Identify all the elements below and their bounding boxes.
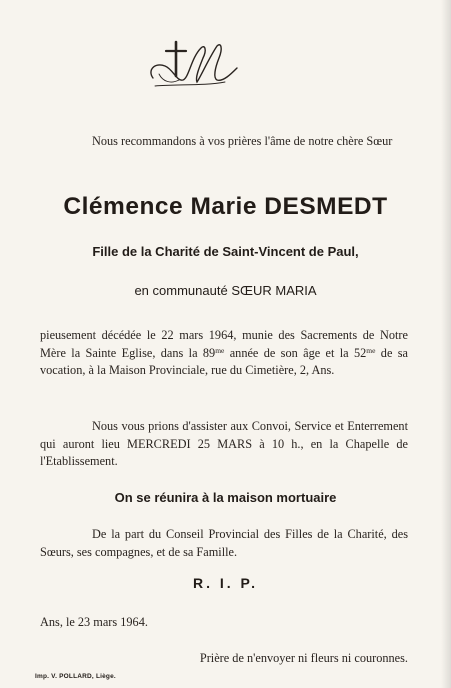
- death-text-3: de sa vocation, à la Maison Provinciale, rue du Cimetière, 2, Ans.: [40, 345, 409, 377]
- religious-name: SŒUR MARIA: [231, 283, 317, 298]
- death-text-2: année de son âge et la 52: [224, 345, 367, 360]
- place-date: Ans, le 23 mars 1964.: [40, 615, 148, 629]
- cross-monogram-icon: [145, 36, 245, 96]
- family-text: De la part du Conseil Provincial des Filles de la Charité, des Sœurs, ses compagnes, et de sa Famille.: [40, 527, 408, 559]
- no-flowers-request: Prière de n'envoyer ni fleurs ni couronnes.: [199, 651, 408, 665]
- religious-order: Fille de la Charité de Saint-Vincent de Paul,: [92, 244, 359, 259]
- death-text-1: pieusement décédée le 22 mars 1964, munie des Sacrements de Notre Mère la Sainte Eglise, dans la 89: [40, 328, 408, 360]
- ordinal-suffix-2: me: [366, 345, 376, 355]
- deceased-name: Clémence Marie DESMEDT: [63, 193, 388, 220]
- community-prefix: en communauté: [134, 283, 228, 298]
- ordinal-suffix-1: me: [215, 345, 225, 355]
- printer-credit: Imp. V. POLLARD, Liège.: [35, 673, 116, 680]
- gathering-notice: On se réunira à la maison mortuaire: [114, 490, 337, 505]
- death-notice: [40, 327, 408, 380]
- intro-text: Nous recommandons à vos prières l'âme de notre chère Sœur: [92, 134, 393, 148]
- community-line: [0, 283, 451, 298]
- funeral-service-text: Nous vous prions d'assister aux Convoi, Service et Enterrement qui auront lieu MERCREDI 25 MARS à 10 h., en la Chapelle de l'Etablissement.: [40, 419, 408, 468]
- rip-text: R. I. P.: [193, 575, 258, 591]
